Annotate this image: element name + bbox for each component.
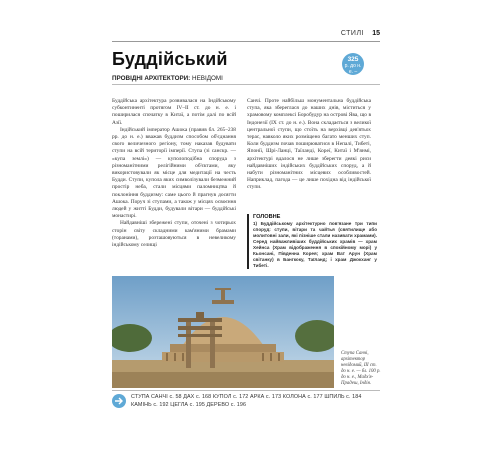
badge-line-2: р. до н. е. – [344,63,362,75]
page-number: 15 [372,30,380,37]
left-column [112,98,236,249]
cross-references [112,390,380,412]
architects-line [112,75,223,82]
architects-value: НЕВІДОМІ [192,75,223,82]
left-paragraph-1: Буддійська архітектура розвивалася на Індійському субконтиненті протягом IV–II ст. до н. е. і поширилася спочатку в Китаї, а потім далі по всій Азії. [112,98,236,126]
stupa-photo [112,276,334,388]
page-title: Буддійський [112,49,228,69]
date-badge [342,53,364,81]
key-points-box [247,214,377,269]
architects-label: ПРОВІДНІ АРХІТЕКТОРИ: [112,75,191,82]
cross-ref-line-1: СТУПА САНЧІ с. 58 ДАХ с. 168 КУПОЛ с. 172 АРКА с. 173 КОЛОНА с. 177 ШПИЛЬ с. 184 [131,394,362,400]
badge-line-3: Бл 500 р. [342,75,364,81]
cross-ref-line-2: КАМІНЬ с. 192 ЦЕГЛА с. 195 ДЕРЕВО с. 196 [131,402,247,408]
left-paragraph-2: Індійський імператор Ашока (правив бл. 265–238 рр. до н. е.) вважав буддизм способом об'єднання свого величезного регіону, тому наказав будувати ступи на всій території імперії. Ступа (зі санскр. — «купа землі») — куполоподібна споруда з різноманітними релігійними об'єктами, яку використовували як місце для медитації на честь Будди. Ступи, купола яких символізували безмежний простір неба, стали місцями паломництва й поклоніння буддизму: саме цього й прагнув досягти Ашока. Поруч зі ступами, а також у місцях освоєння людей у житті Будди, будували вітари — буддійські монастирі. [112,126,236,220]
header-rule [112,41,380,42]
right-paragraph-1: Санчі. Проте найбільш монументальна буддійська ступа, яка збереглася до наших днів, міститься у храмовому комплексі Боробудур на острові Ява, що в Індонезії (IX ст. до н. е.). Вона складається з великої центральної ступи, що стоїть на верхівці дев'ятьох терас, навколо яких розміщено багато менших ступ. Коли буддизм почав поширюватися в Непалі, Тибеті, Японії, Шрі-Ланці, Таїланді, Кореї, Китаї і М'янмі, архітектурі вдалося не лише зберегти деякі риси найдавніших індійських буддійських споруд, а й набути різноманітних місцевих особливостей. Наприклад, пагода — це лише похідна від індійської ступи. [247,98,371,191]
key-points-heading: ГОЛОВНЕ [253,214,281,220]
badge-year: 325 [347,56,359,63]
title-rule [112,84,380,85]
right-column [247,98,371,192]
book-page [112,28,380,418]
left-paragraph-3: Найдавніші збережені ступи, оточені з чотирьох сторін світу складними кам'яними брамами (торанами), розташовуються в невеликому індійському селищі [112,220,236,249]
arrow-right-icon [112,394,126,408]
photo-caption: Ступа Санчі, архітектор невідомий, III ст. до н. е. — бл. 100 р. до н. е., Мадх'я-Прадеш, Індія. [341,351,381,386]
key-point-item: 1) Буддійському архітектурно пов'язане три типи споруд: ступи, вітари та чайтья (святилище або молитовні зали, які пізніше стали називати храмами). Серед найважливіших буддійських храмів — храм Хейнса (Храм відображення в спокійному морі) у Кьонсані, Південна Корея; храм Ват Арун (Храм світанку) в Бангкоку, Таїланд; і храм Джокханг у Тибеті. [253,221,377,268]
footer-rule [112,390,380,391]
running-head [112,30,380,42]
running-head-section: СТИЛІ [340,30,364,37]
